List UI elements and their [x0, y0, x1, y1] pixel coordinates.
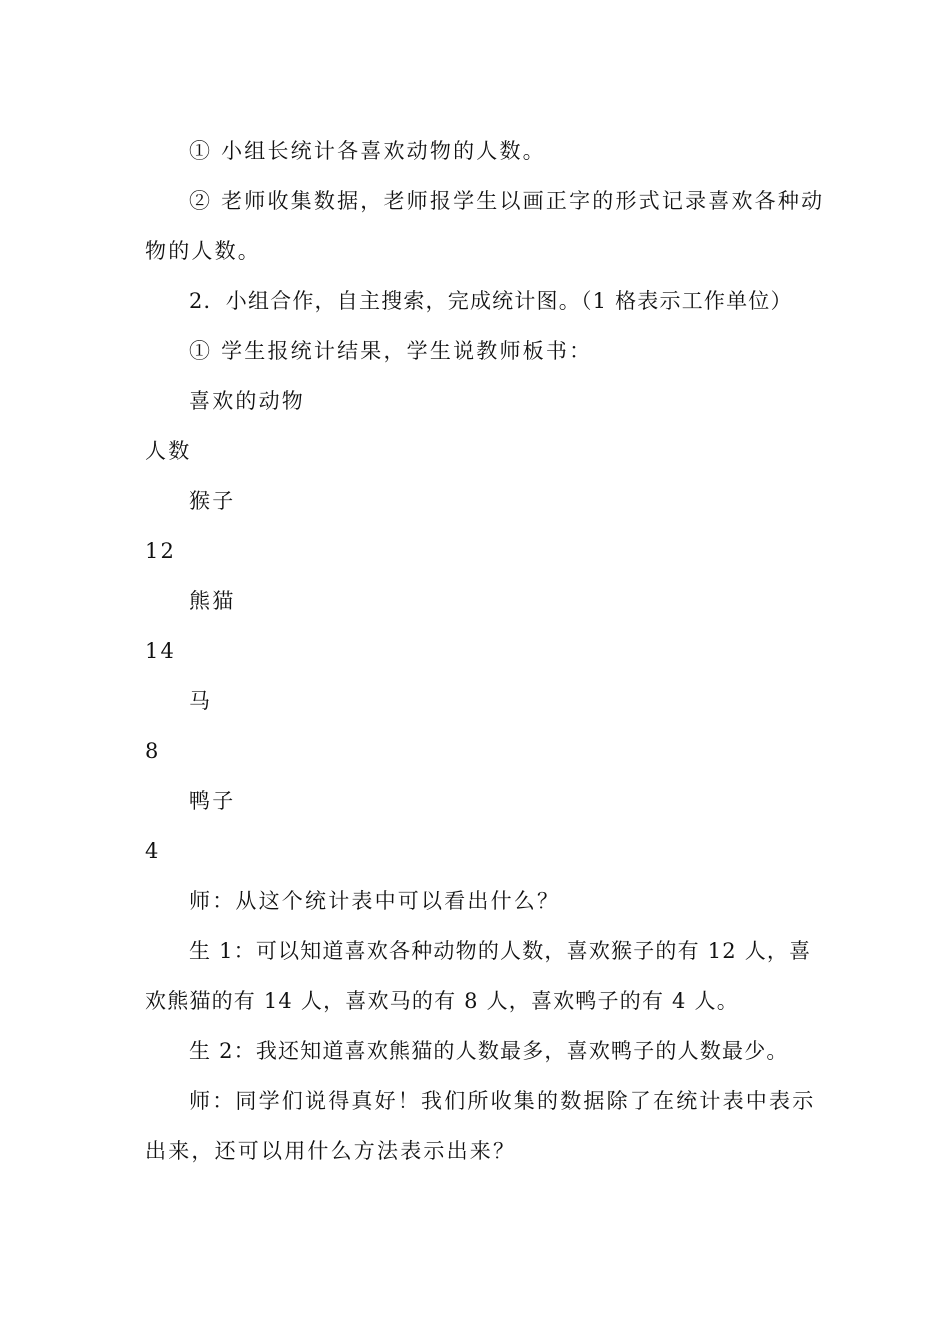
- dialogue-student-1: 生 1：可以知道喜欢各种动物的人数，喜欢猴子的有 12 人，喜: [189, 939, 812, 963]
- dialogue-teacher-praise-continued: 出来，还可以用什么方法表示出来？: [145, 1139, 517, 1163]
- table-header-count: 人数: [145, 439, 192, 463]
- table-cell-count: 12: [145, 539, 177, 563]
- table-cell-count: 8: [145, 739, 161, 763]
- dialogue-teacher-praise: 师：同学们说得真好！我们所收集的数据除了在统计表中表示: [189, 1089, 816, 1113]
- table-cell-animal: 熊猫: [189, 589, 236, 613]
- dialogue-student-2: 生 2：我还知道喜欢熊猫的人数最多，喜欢鸭子的人数最少。: [189, 1039, 789, 1063]
- paragraph-section-2: 2．小组合作，自主搜索，完成统计图。（1 格表示工作单位）: [189, 289, 793, 313]
- dialogue-student-1-continued: 欢熊猫的有 14 人，喜欢马的有 8 人，喜欢鸭子的有 4 人。: [145, 989, 739, 1013]
- paragraph-report-results: ① 学生报统计结果，学生说教师板书：: [189, 339, 593, 363]
- paragraph-step-2-continued: 物的人数。: [145, 239, 261, 263]
- dialogue-teacher-question: 师：从这个统计表中可以看出什么？: [189, 889, 561, 913]
- paragraph-step-2: ② 老师收集数据，老师报学生以画正字的形式记录喜欢各种动: [189, 189, 825, 213]
- table-cell-animal: 鸭子: [189, 789, 236, 813]
- table-cell-animal: 猴子: [189, 489, 236, 513]
- table-header-animal: 喜欢的动物: [189, 389, 305, 413]
- table-cell-count: 14: [145, 639, 177, 663]
- table-cell-animal: 马: [189, 689, 213, 713]
- paragraph-step-1: ① 小组长统计各喜欢动物的人数。: [189, 139, 546, 163]
- table-cell-count: 4: [145, 839, 161, 863]
